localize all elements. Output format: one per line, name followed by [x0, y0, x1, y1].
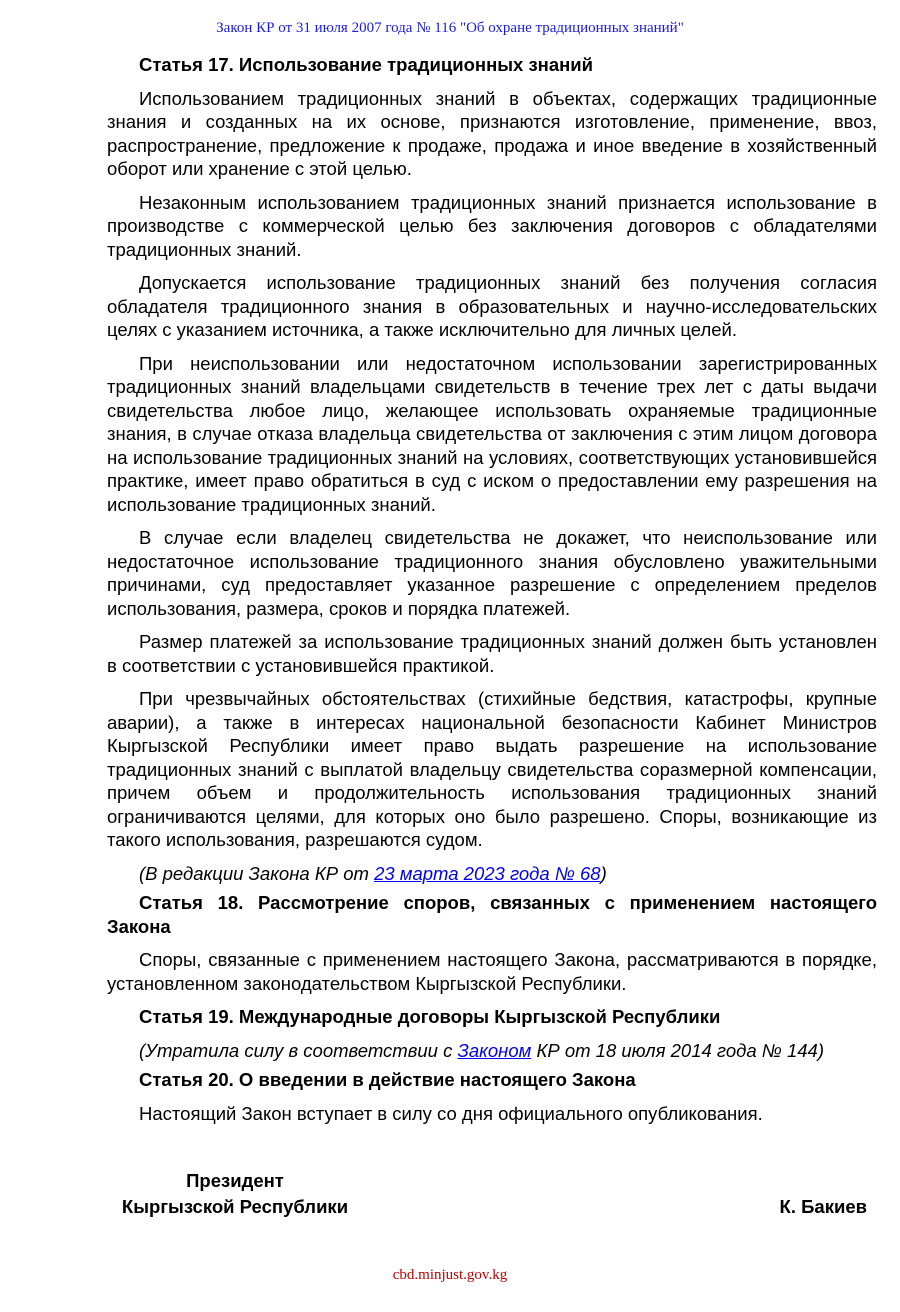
article-17-paragraph-4: При неиспользовании или недостаточном использовании зарегистрированных традиционных знаний владельцами свидетельств в течение трех лет с даты выдачи свидетельства любое лицо, желающее использовать охраняемые традиционные знания, в случае отказа владельца свидетельства от заключения с этим лицом договора на использование традиционных знаний на условиях, соответствующих установившейся практике, имеет право обратиться в суд с иском о предоставлении ему разрешения на использование традиционных знаний.	[107, 352, 877, 515]
signatory-title-line-2: Кыргызской Республики	[121, 1196, 349, 1217]
document-body	[107, 53, 877, 1135]
repeal-note-suffix: КР от 18 июля 2014 года № 144)	[531, 1039, 824, 1061]
article-19-heading: Статья 19. Международные договоры Кыргызской Республики	[139, 1006, 721, 1027]
amendment-law-link[interactable]: 23 марта 2023 года № 68	[374, 862, 601, 884]
article-17-paragraph-7: При чрезвычайных обстоятельствах (стихийные бедствия, катастрофы, крупные аварии), а также в интересах национальной безопасности Кабинет Министров Кыргызской Республики имеет право выдать разрешение на использование традиционных знаний с выплатой владельцу свидетельства соразмерной компенсации, причем объем и продолжительность использования традиционных знаний ограничиваются целями, для которых оно было разрешено. Споры, возникающие из такого использования, разрешаются судом.	[107, 688, 877, 850]
article-20-paragraph-1: Настоящий Закон вступает в силу со дня официального опубликования.	[139, 1102, 763, 1124]
document-header: Закон КР от 31 июля 2007 года № 116 "Об охране традиционных знаний"	[216, 20, 684, 36]
article-17-paragraph-6: Размер платежей за использование традиционных знаний должен быть установлен в соответствии с установившейся практикой.	[107, 631, 877, 676]
article-17-paragraph-2: Незаконным использованием традиционных знаний признается использование в производстве с коммерческой целью без заключения договоров с обладателями традиционных знаний.	[107, 191, 877, 260]
article-19-repeal-note	[107, 1039, 877, 1063]
signatory-title-line-1: Президент	[186, 1170, 284, 1191]
article-17-paragraph-5: В случае если владелец свидетельства не докажет, что неиспользование или недостаточное использование традиционного знания обусловлено уважительными причинами, суд предоставляет указанное разрешение с определением пределов использования, размера, сроков и порядка платежей.	[107, 527, 877, 619]
article-17-paragraph-3: Допускается использование традиционных знаний без получения согласия обладателя традиционного знания в образовательных и научно-исследовательских целях с указанием источника, а также исключительно для личных целей.	[107, 272, 877, 340]
article-20-heading: Статья 20. О введении в действие настоящего Закона	[139, 1069, 636, 1090]
article-18-heading: Статья 18. Рассмотрение споров, связанных с применением настоящего Закона	[107, 892, 877, 937]
amendment-note-suffix: )	[600, 862, 607, 884]
article-17-paragraph-1: Использованием традиционных знаний в объектах, содержащих традиционные знания и созданных на их основе, признаются изготовление, применение, ввоз, распространение, предложение к продаже, продажа и иное введение в хозяйственный оборот или хранение с этой целью.	[107, 87, 877, 179]
document-footer: cbd.minjust.gov.kg	[392, 1267, 508, 1283]
repeal-note-prefix: (Утратила силу в соответствии с	[139, 1039, 458, 1061]
amendment-note-prefix: (В редакции Закона КР от	[139, 862, 375, 884]
signatory-title	[115, 1168, 355, 1220]
signatory-name: К. Бакиев	[779, 1196, 867, 1217]
article-18-paragraph-1: Споры, связанные с применением настоящего Закона, рассматриваются в порядке, установленном законодательством Кыргызской Республики.	[107, 949, 877, 994]
repeal-law-link[interactable]: Законом	[457, 1039, 532, 1061]
article-17-heading: Статья 17. Использование традиционных знаний	[139, 54, 594, 75]
article-17-amendment-note	[107, 862, 877, 886]
